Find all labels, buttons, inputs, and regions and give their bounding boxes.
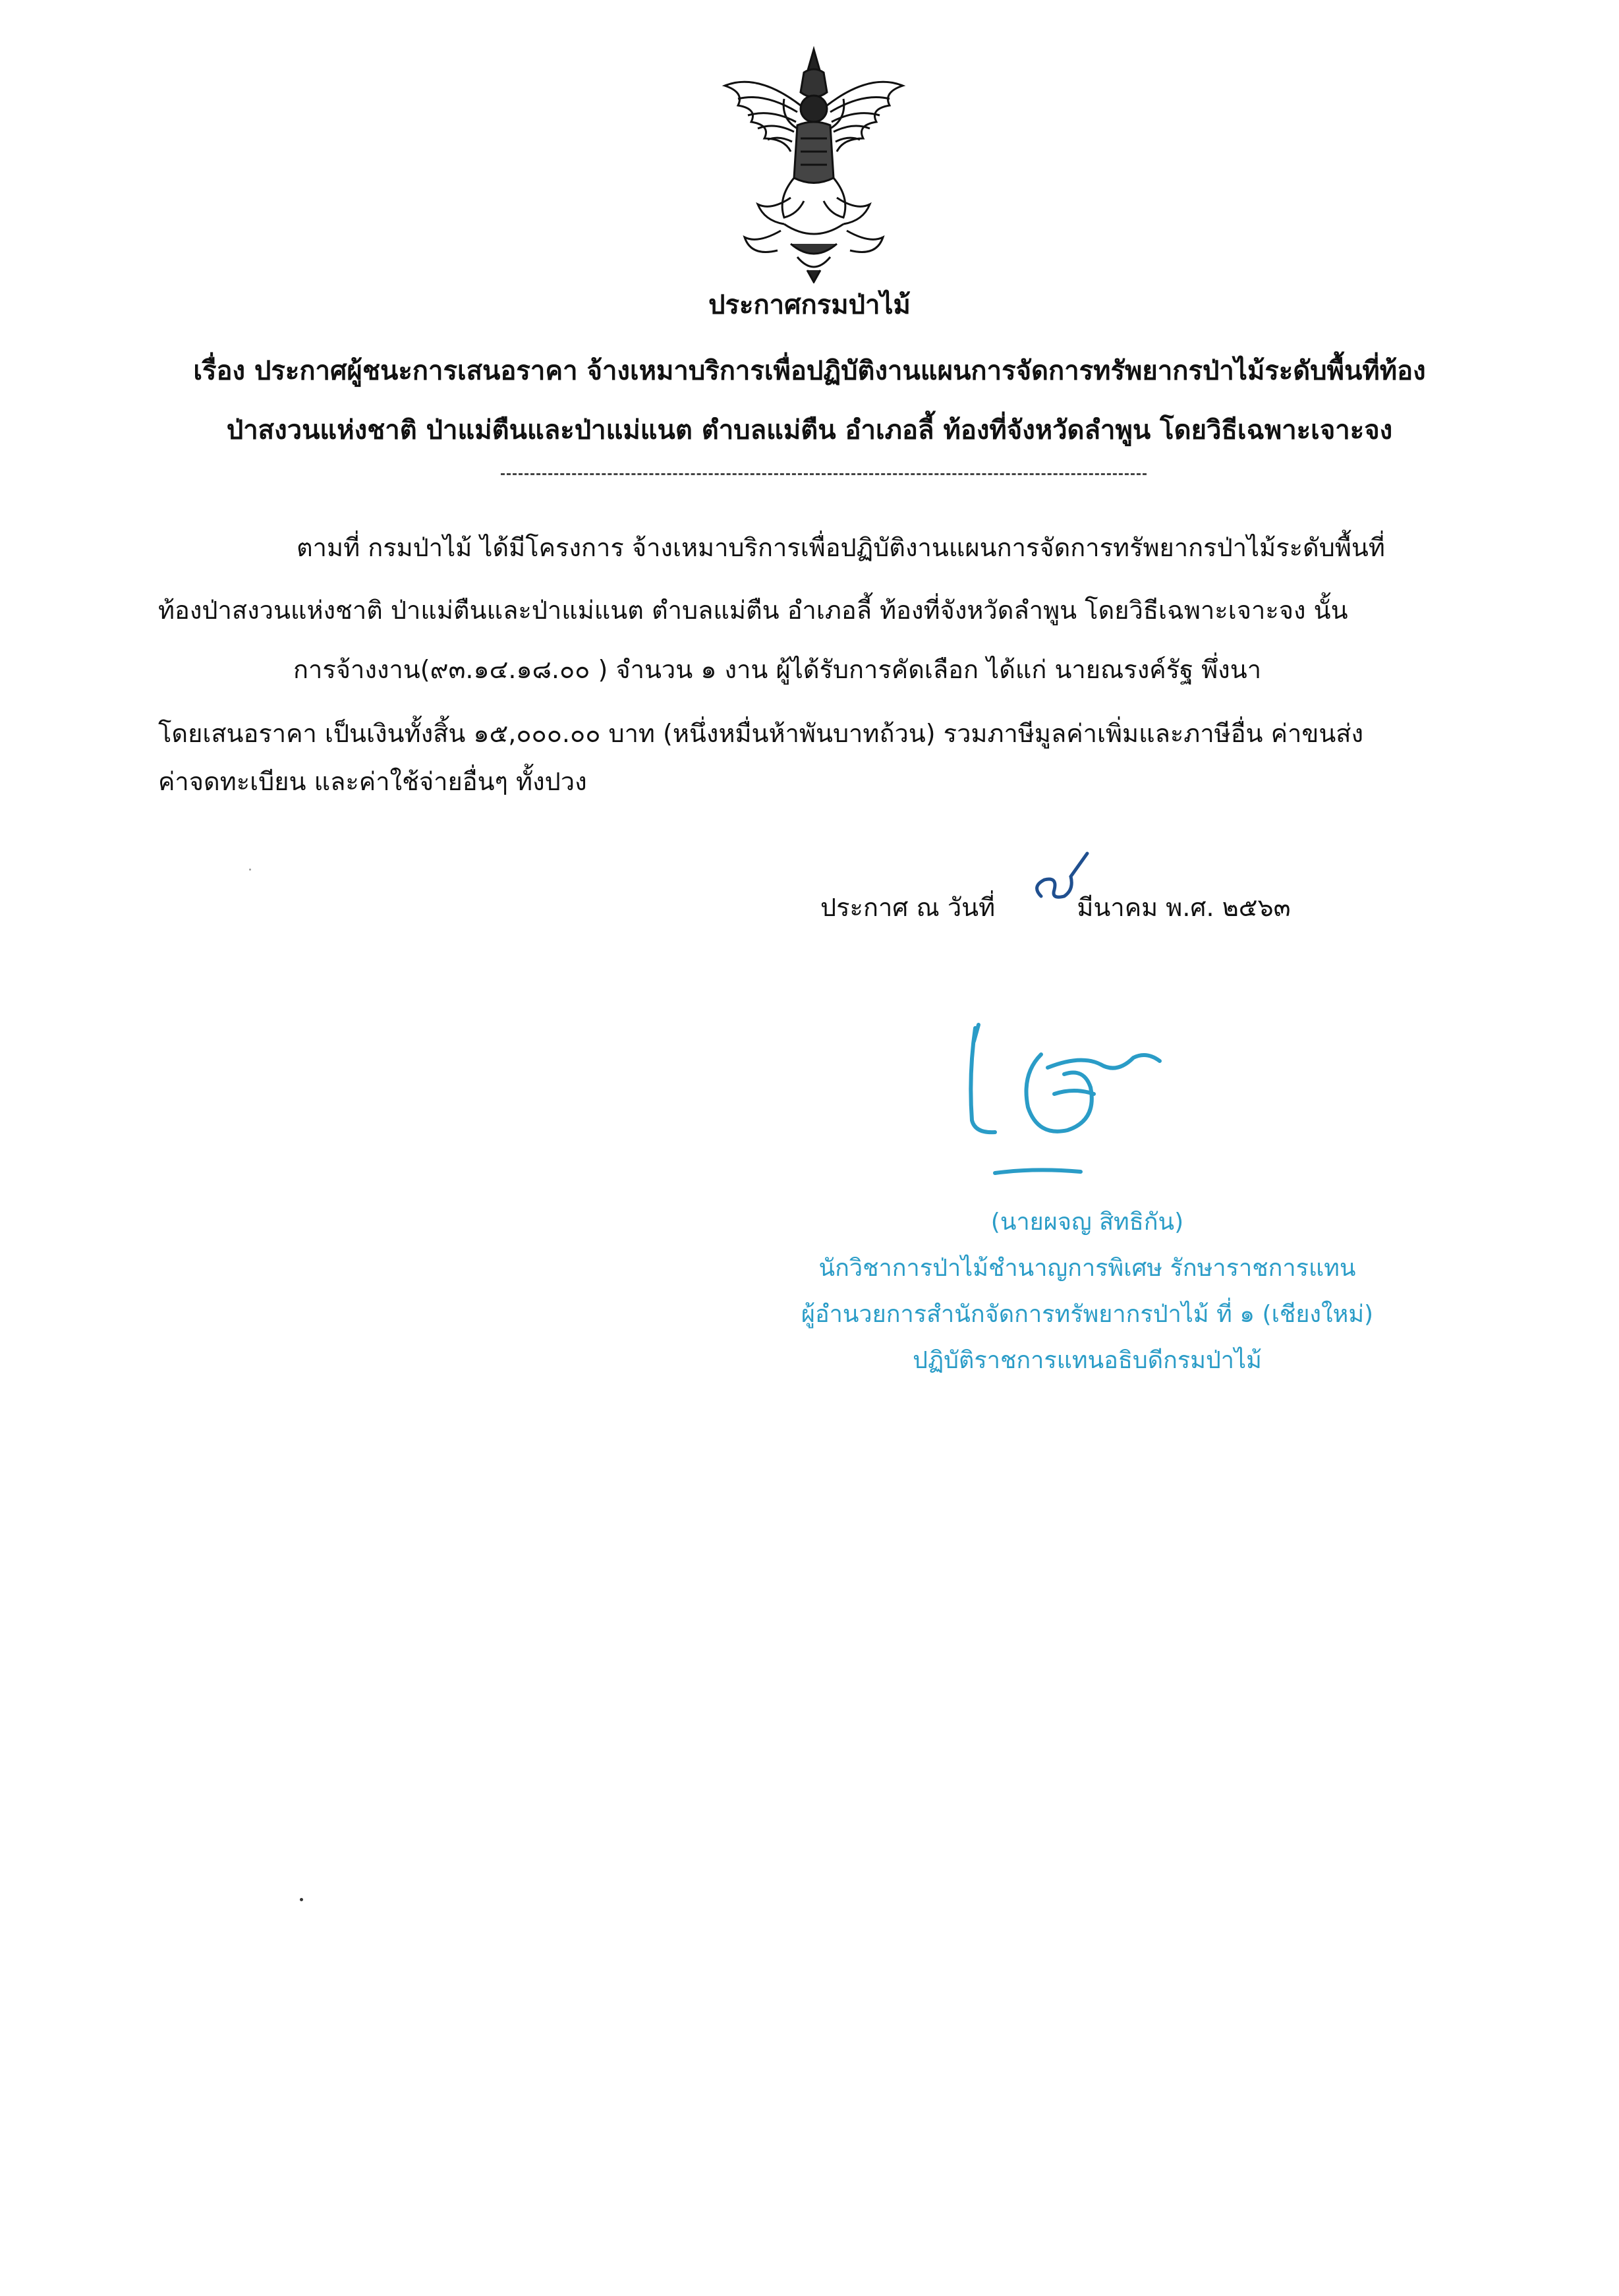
handwritten-day xyxy=(1025,850,1097,909)
signer-position-2: ผู้อำนวยการสำนักจัดการทรัพยากรป่าไม้ ที่ ๑ (เชียงใหม่) xyxy=(801,1301,1374,1328)
dashed-divider xyxy=(501,473,1147,475)
scan-speck xyxy=(249,869,251,871)
body-line-3: การจ้างงาน(๙๓.๑๔.๑๘.๐๐ ) จำนวน ๑ งาน ผู้ได้รับการคัดเลือก ได้แก่ นายณรงค์รัฐ พึ่งนา xyxy=(293,655,1262,684)
garuda-emblem-icon xyxy=(718,46,909,283)
signer-position-1: นักวิชาการป่าไม้ชำนาญการพิเศษ รักษาราชการแทน xyxy=(818,1255,1356,1282)
scan-speck xyxy=(300,1898,303,1901)
body-line-5: ค่าจดทะเบียน และค่าใช้จ่ายอื่นๆ ทั้งปวง xyxy=(158,767,587,796)
handwritten-signature xyxy=(949,1015,1199,1180)
date-month-year: มีนาคม พ.ศ. ๒๕๖๓ xyxy=(1077,893,1291,922)
date-prefix: ประกาศ ณ วันที่ xyxy=(820,893,996,922)
subject-line-1: เรื่อง ประกาศผู้ชนะการเสนอราคา จ้างเหมาบริการเพื่อปฏิบัติงานแผนการจัดการทรัพยากรป่าไม้ระดับพื้นที่ท้อง xyxy=(193,356,1426,386)
body-line-4: โดยเสนอราคา เป็นเงินทั้งสิ้น ๑๕,๐๐๐.๐๐ บาท (หนึ่งหมื่นห้าพันบาทถ้วน) รวมภาษีมูลค่าเพิ่มและภาษีอื่น ค่าขนส่ง xyxy=(158,719,1364,748)
signer-position-3: ปฏิบัติราชการแทนอธิบดีกรมป่าไม้ xyxy=(913,1347,1262,1374)
subject-line-2: ป่าสงวนแห่งชาติ ป่าแม่ตืนและป่าแม่แนต ตำบลแม่ตืน อำเภอลี้ ท้องที่จังหวัดลำพูน โดยวิธีเฉพาะเจาะจง xyxy=(226,415,1393,445)
body-line-1: ตามที่ กรมป่าไม้ ได้มีโครงการ จ้างเหมาบริการเพื่อปฏิบัติงานแผนการจัดการทรัพยากรป่าไม้ระดับพื้นที่ xyxy=(297,533,1385,562)
body-line-2: ท้องป่าสงวนแห่งชาติ ป่าแม่ตืนและป่าแม่แนต ตำบลแม่ตืน อำเภอลี้ ท้องที่จังหวัดลำพูน โดยวิธีเฉพาะเจาะจง นั้น xyxy=(158,596,1348,625)
signer-name: (นายผจญ สิทธิกัน) xyxy=(990,1209,1184,1236)
announcement-title: ประกาศกรมป่าไม้ xyxy=(708,290,911,320)
